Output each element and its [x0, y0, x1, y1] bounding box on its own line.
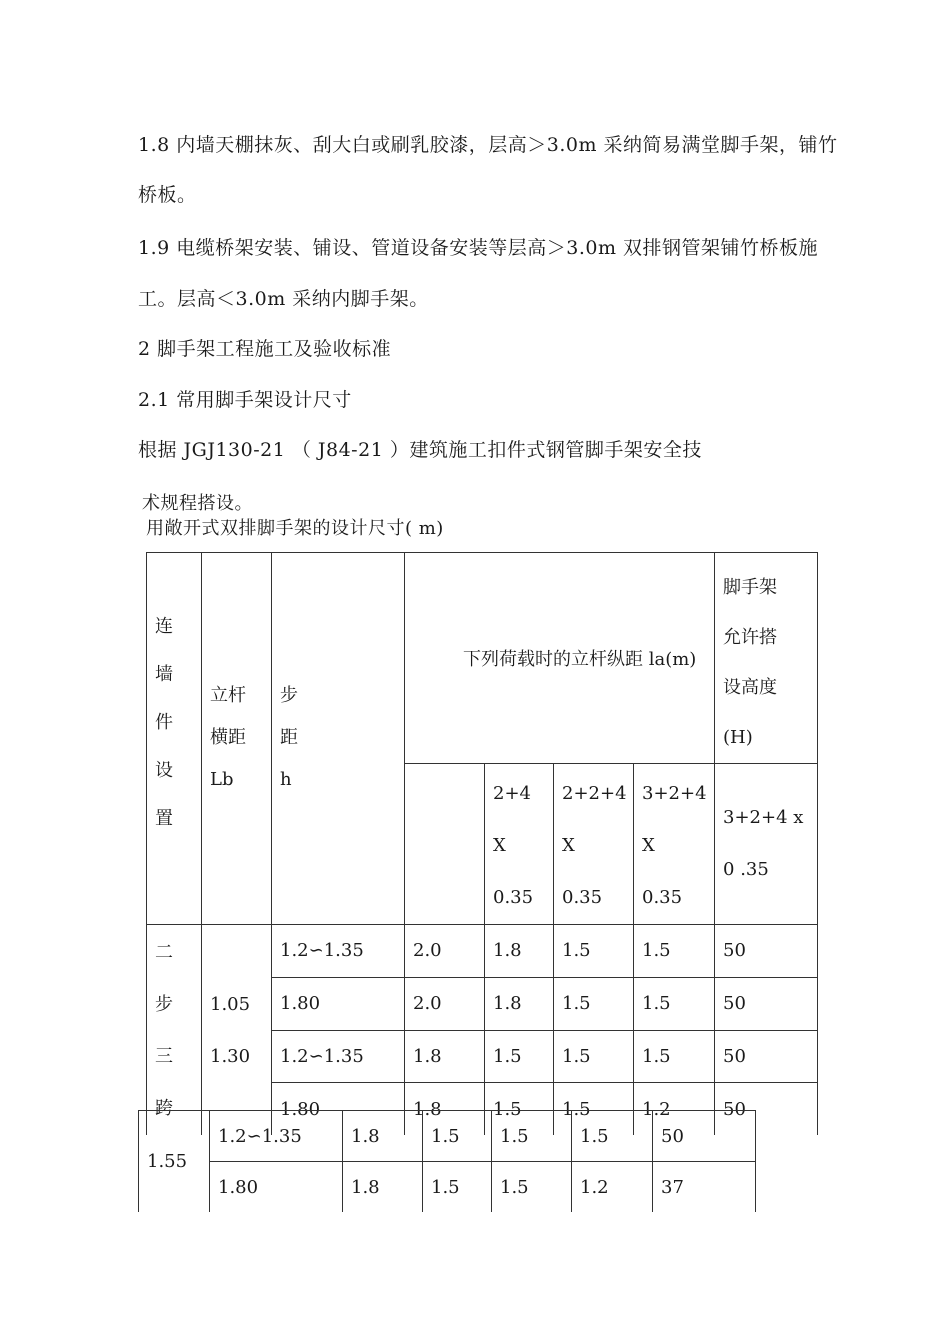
cell-text: 步 — [280, 685, 298, 706]
cell-text: 0.35 — [642, 887, 683, 908]
header-step-distance — [272, 553, 405, 925]
table-row — [139, 1111, 756, 1162]
cell-text: 允许搭 — [723, 627, 778, 648]
table-cell: 1.8 — [405, 1083, 485, 1135]
cell-text: 连 — [155, 616, 173, 637]
subheader-load-2 — [554, 764, 634, 925]
paragraph-1-8: 1.8 内墙天棚抹灰、刮大白或刷乳胶漆，层高＞3.0m 采纳简易满堂脚手架，铺竹 — [138, 134, 838, 156]
table-cell: 1.80 — [272, 977, 405, 1030]
cell-text: 脚手架 — [723, 577, 778, 598]
section-heading-2-1: 2.1 常用脚手架设计尺寸 — [138, 389, 352, 411]
scaffold-design-table-continued — [138, 1110, 756, 1212]
header-transverse-spacing — [202, 553, 272, 925]
subheader-load-3 — [634, 764, 715, 925]
table-cell: 50 — [715, 925, 818, 978]
transverse-spacing-group2: 1.55 — [139, 1111, 210, 1213]
table-cell: 50 — [715, 1083, 818, 1135]
table-cell: 1.5 — [554, 925, 634, 978]
cell-text: 立杆 — [210, 685, 246, 706]
header-allowed-height — [715, 553, 818, 764]
subheader-load-1 — [485, 764, 554, 925]
table-cell: 1.2∽1.35 — [210, 1111, 343, 1162]
cell-text: 3+2+4 — [642, 783, 707, 804]
table-cell: 1.5 — [423, 1111, 492, 1162]
table-cell: 1.8 — [485, 977, 554, 1030]
table-cell: 1.8 — [405, 1030, 485, 1083]
section-heading-2: 2 脚手架工程施工及验收标准 — [138, 338, 392, 360]
cell-text: h — [280, 769, 292, 790]
table-cell: 1.5 — [634, 925, 715, 978]
table-cell: 1.80 — [272, 1083, 405, 1135]
cell-text: 0 .35 — [723, 859, 769, 880]
paragraph-1-9-cont: 工。层高＜3.0m 采纳内脚手架。 — [138, 288, 429, 310]
cell-text: (H) — [723, 727, 753, 748]
table-cell: 1.2∽1.35 — [272, 925, 405, 978]
table-cell: 1.5 — [554, 977, 634, 1030]
paragraph-1-8-cont: 桥板。 — [138, 184, 197, 206]
table-cell: 1.8 — [343, 1111, 423, 1162]
cell-text: 横距 — [210, 727, 246, 748]
cell-text: 1.05 — [210, 994, 251, 1015]
cell-text: 墙 — [155, 664, 173, 685]
cell-text: X — [493, 835, 506, 856]
table-row — [147, 925, 818, 978]
subheader-load-4 — [715, 764, 818, 925]
cell-text: 步 — [155, 994, 173, 1015]
cell-text: 距 — [280, 727, 298, 748]
table-cell: 1.8 — [343, 1162, 423, 1213]
table-cell: 1.5 — [492, 1162, 572, 1213]
table-cell: 1.5 — [634, 1030, 715, 1083]
wall-tie-value — [147, 925, 202, 1136]
table-cell: 2.0 — [405, 977, 485, 1030]
table-cell: 1.5 — [423, 1162, 492, 1213]
header-wall-tie — [147, 553, 202, 925]
scaffold-design-table — [146, 552, 818, 1135]
cell-text: 2+2+4 — [562, 783, 627, 804]
cell-text: 跨 — [155, 1098, 173, 1119]
table-cell: 1.2 — [634, 1083, 715, 1135]
paragraph-standard-cont: 术规程搭设。 — [142, 493, 253, 514]
table-cell: 1.2∽1.35 — [272, 1030, 405, 1083]
table-cell: 1.5 — [572, 1111, 653, 1162]
cell-text: 1.30 — [210, 1046, 251, 1067]
paragraph-1-9: 1.9 电缆桥架安装、铺设、管道设备安装等层高＞3.0m 双排钢管架铺竹桥板施 — [138, 237, 819, 259]
subheader-empty — [405, 764, 485, 925]
cell-text: X — [642, 835, 655, 856]
cell-text: 0.35 — [562, 887, 603, 908]
table-cell: 2.0 — [405, 925, 485, 978]
cell-text: 三 — [155, 1046, 173, 1067]
cell-text: 2+4 — [493, 783, 531, 804]
cell-text: 0.35 — [493, 887, 534, 908]
transverse-spacing-group1 — [202, 925, 272, 1136]
paragraph-standard: 根据 JGJ130-21 （ J84-21 ）建筑施工扣件式钢管脚手架安全技 — [138, 439, 702, 461]
cell-text: X — [562, 835, 575, 856]
table-cell: 1.5 — [634, 977, 715, 1030]
cell-text: 件 — [155, 712, 173, 733]
table-cell: 1.5 — [554, 1083, 634, 1135]
cell-text: Lb — [210, 769, 234, 790]
table-cell: 1.80 — [210, 1162, 343, 1213]
table-cell: 1.5 — [492, 1111, 572, 1162]
table-cell: 1.5 — [554, 1030, 634, 1083]
table-cell: 37 — [653, 1162, 756, 1213]
cell-text: 二 — [155, 942, 173, 963]
table-cell: 1.5 — [485, 1083, 554, 1135]
table-cell: 1.2 — [572, 1162, 653, 1213]
table-cell: 50 — [653, 1111, 756, 1162]
cell-text: 设高度 — [723, 677, 778, 698]
table-cell: 1.8 — [485, 925, 554, 978]
cell-text: 设 — [155, 760, 173, 781]
table-cell: 50 — [715, 1030, 818, 1083]
table-row — [139, 1162, 756, 1213]
table-cell: 1.5 — [485, 1030, 554, 1083]
cell-text: 3+2+4 x — [723, 807, 804, 828]
header-load-spacing: 下列荷载时的立杆纵距 la(m) — [405, 553, 715, 764]
cell-text: 置 — [155, 808, 173, 829]
table-caption: 用敞开式双排脚手架的设计尺寸( m) — [146, 518, 444, 539]
table-cell: 50 — [715, 977, 818, 1030]
